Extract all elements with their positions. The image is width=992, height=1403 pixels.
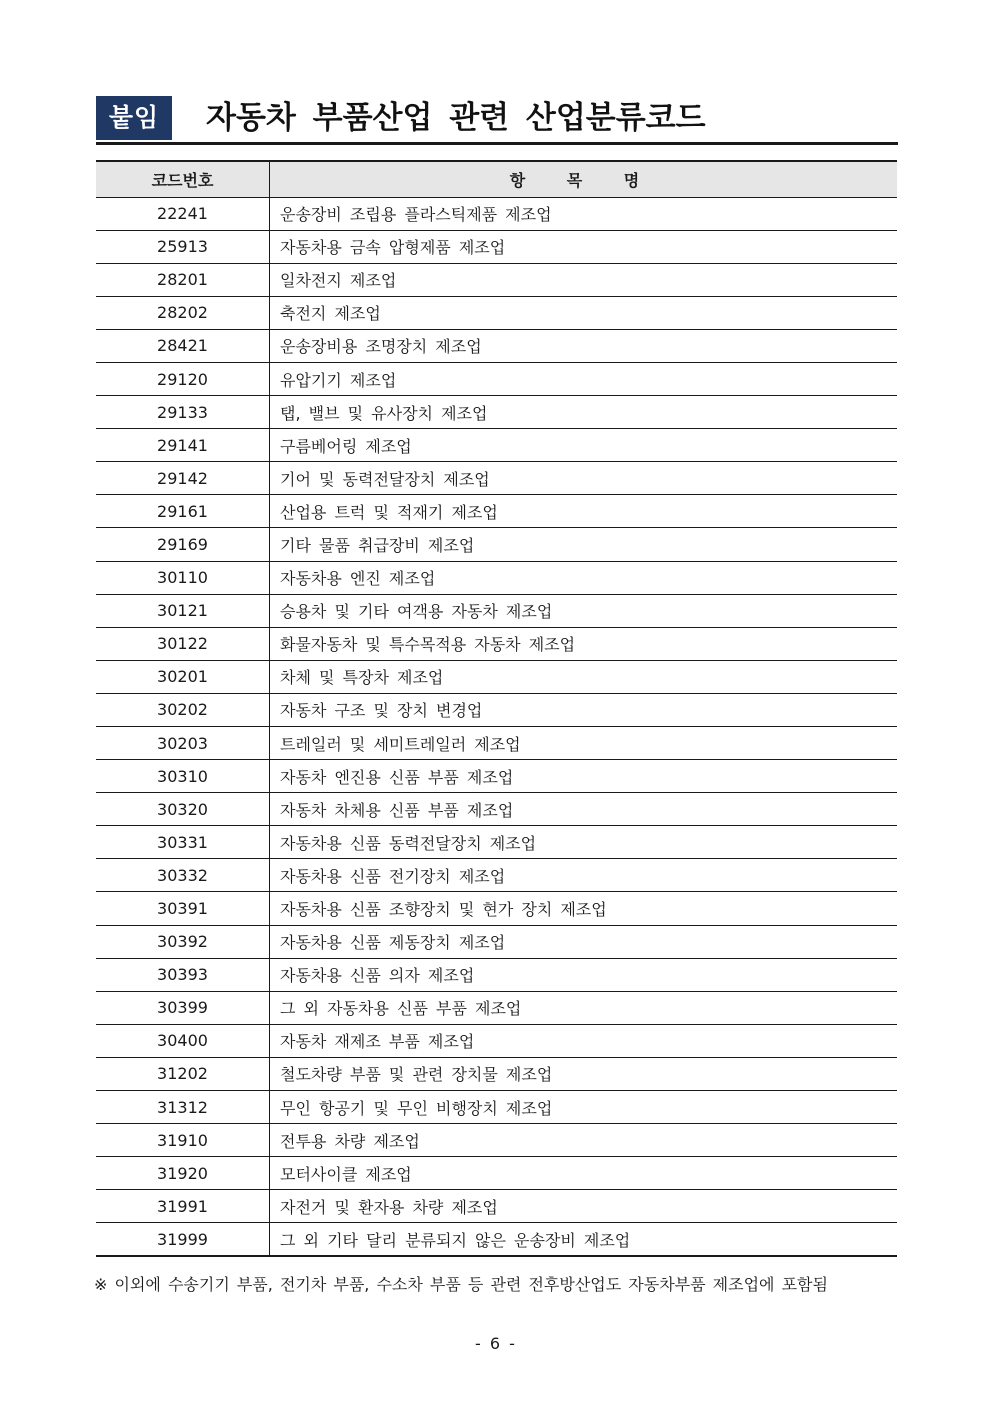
industry-code-cell: 30310	[96, 760, 270, 793]
industry-code-cell: 30201	[96, 660, 270, 693]
industry-code-cell: 29141	[96, 429, 270, 462]
table-row	[96, 660, 897, 693]
industry-code-cell: 30331	[96, 826, 270, 859]
industry-code-cell: 28421	[96, 329, 270, 362]
table-row	[96, 760, 897, 793]
table-row	[96, 892, 897, 925]
table-row	[96, 627, 897, 660]
industry-name-cell: 자동차용 신품 조향장치 및 현가 장치 제조업	[270, 892, 898, 925]
industry-code-cell: 30332	[96, 859, 270, 892]
industry-code-cell: 29161	[96, 495, 270, 528]
industry-name-cell: 무인 항공기 및 무인 비행장치 제조업	[270, 1091, 898, 1124]
industry-name-cell: 기어 및 동력전달장치 제조업	[270, 462, 898, 495]
industry-name-cell: 자동차용 금속 압형제품 제조업	[270, 230, 898, 263]
industry-code-cell: 30400	[96, 1024, 270, 1057]
footnote: ※ 이외에 수송기기 부품, 전기차 부품, 수소차 부품 등 관련 전후방산업도 자동차부품 제조업에 포함됨	[94, 1275, 828, 1294]
industry-name-cell: 산업용 트럭 및 적재기 제조업	[270, 495, 898, 528]
industry-name-cell: 축전지 제조업	[270, 296, 898, 329]
industry-code-table	[96, 160, 897, 1257]
industry-code-cell: 29120	[96, 362, 270, 395]
table-row	[96, 263, 897, 296]
industry-name-cell: 자동차용 엔진 제조업	[270, 561, 898, 594]
industry-code-cell: 29133	[96, 396, 270, 429]
table-row	[96, 528, 897, 561]
industry-name-cell: 그 외 기타 달리 분류되지 않은 운송장비 제조업	[270, 1223, 898, 1256]
industry-name-cell: 자동차 재제조 부품 제조업	[270, 1024, 898, 1057]
table-row	[96, 859, 897, 892]
table-header-row	[96, 161, 897, 197]
table-row	[96, 826, 897, 859]
table-row	[96, 561, 897, 594]
industry-code-cell: 30121	[96, 594, 270, 627]
table-row	[96, 693, 897, 726]
page-number: - 6 -	[475, 1334, 517, 1353]
industry-name-cell: 자동차 엔진용 신품 부품 제조업	[270, 760, 898, 793]
table-row	[96, 495, 897, 528]
page-title: 자동차 부품산업 관련 산업분류코드	[206, 100, 706, 136]
industry-code-cell: 30393	[96, 958, 270, 991]
table-row	[96, 1190, 897, 1223]
industry-code-cell: 31202	[96, 1057, 270, 1090]
industry-name-cell: 구름베어링 제조업	[270, 429, 898, 462]
industry-code-cell: 29169	[96, 528, 270, 561]
table-row	[96, 296, 897, 329]
industry-code-cell: 31910	[96, 1124, 270, 1157]
table-row	[96, 429, 897, 462]
table-body	[96, 197, 897, 1256]
industry-name-cell: 자동차용 신품 전기장치 제조업	[270, 859, 898, 892]
industry-name-cell: 자동차 구조 및 장치 변경업	[270, 693, 898, 726]
table-row	[96, 793, 897, 826]
table-row	[96, 594, 897, 627]
attachment-badge: 붙임	[96, 96, 172, 140]
industry-name-cell: 승용차 및 기타 여객용 자동차 제조업	[270, 594, 898, 627]
industry-code-cell: 28202	[96, 296, 270, 329]
industry-code-cell: 30391	[96, 892, 270, 925]
table-row	[96, 396, 897, 429]
industry-code-cell: 30202	[96, 693, 270, 726]
industry-name-cell: 자동차 차체용 신품 부품 제조업	[270, 793, 898, 826]
table-row	[96, 1091, 897, 1124]
industry-name-cell: 화물자동차 및 특수목적용 자동차 제조업	[270, 627, 898, 660]
table-row	[96, 230, 897, 263]
industry-name-cell: 철도차량 부품 및 관련 장치물 제조업	[270, 1057, 898, 1090]
industry-code-cell: 30392	[96, 925, 270, 958]
industry-code-cell: 25913	[96, 230, 270, 263]
industry-name-cell: 모터사이클 제조업	[270, 1157, 898, 1190]
table-row	[96, 991, 897, 1024]
table-row	[96, 727, 897, 760]
industry-name-cell: 일차전지 제조업	[270, 263, 898, 296]
industry-name-cell: 자동차용 신품 동력전달장치 제조업	[270, 826, 898, 859]
industry-code-cell: 30399	[96, 991, 270, 1024]
industry-code-cell: 29142	[96, 462, 270, 495]
table-row	[96, 1124, 897, 1157]
industry-name-cell: 차체 및 특장차 제조업	[270, 660, 898, 693]
industry-name-cell: 탭, 밸브 및 유사장치 제조업	[270, 396, 898, 429]
table-row	[96, 362, 897, 395]
industry-name-cell: 자동차용 신품 의자 제조업	[270, 958, 898, 991]
industry-code-cell: 31991	[96, 1190, 270, 1223]
table-row	[96, 462, 897, 495]
industry-name-cell: 운송장비용 조명장치 제조업	[270, 329, 898, 362]
industry-name-cell: 자동차용 신품 제동장치 제조업	[270, 925, 898, 958]
table-row	[96, 925, 897, 958]
industry-code-cell: 31920	[96, 1157, 270, 1190]
industry-code-cell: 30203	[96, 727, 270, 760]
table-row	[96, 1057, 897, 1090]
industry-name-cell: 유압기기 제조업	[270, 362, 898, 395]
table-row	[96, 1157, 897, 1190]
column-header-code: 코드번호	[96, 161, 270, 197]
industry-name-cell: 자전거 및 환자용 차량 제조업	[270, 1190, 898, 1223]
table-row	[96, 1223, 897, 1256]
industry-name-cell: 기타 물품 취급장비 제조업	[270, 528, 898, 561]
table-row	[96, 329, 897, 362]
industry-code-cell: 30122	[96, 627, 270, 660]
table-row	[96, 197, 897, 230]
table-row	[96, 958, 897, 991]
industry-name-cell: 그 외 자동차용 신품 부품 제조업	[270, 991, 898, 1024]
industry-name-cell: 운송장비 조립용 플라스틱제품 제조업	[270, 197, 898, 230]
document-title-bar	[96, 96, 898, 145]
industry-code-cell: 22241	[96, 197, 270, 230]
industry-code-cell: 31312	[96, 1091, 270, 1124]
industry-name-cell: 트레일러 및 세미트레일러 제조업	[270, 727, 898, 760]
industry-code-cell: 28201	[96, 263, 270, 296]
industry-code-cell: 31999	[96, 1223, 270, 1256]
industry-code-cell: 30320	[96, 793, 270, 826]
industry-name-cell: 전투용 차량 제조업	[270, 1124, 898, 1157]
table-row	[96, 1024, 897, 1057]
industry-code-cell: 30110	[96, 561, 270, 594]
column-header-item-name: 항 목 명	[270, 161, 898, 197]
